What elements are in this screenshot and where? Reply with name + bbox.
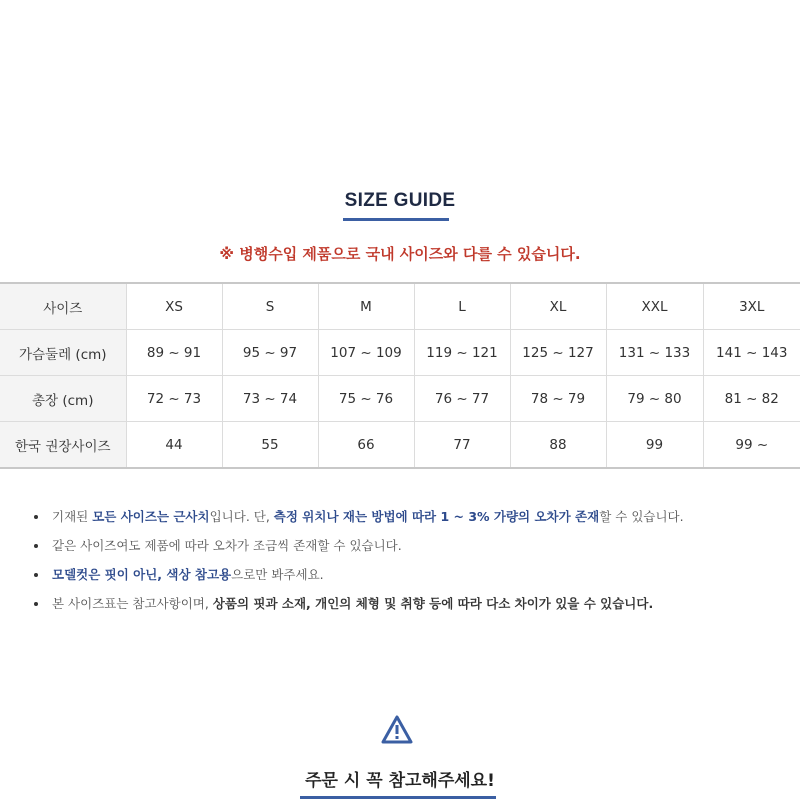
- table-cell: 99 ~: [703, 422, 800, 469]
- row-label-cell: 사이즈: [0, 283, 126, 330]
- table-cell: 73 ~ 74: [222, 376, 318, 422]
- table-cell: 88: [510, 422, 606, 469]
- table-cell: 55: [222, 422, 318, 469]
- table-cell: 95 ~ 97: [222, 330, 318, 376]
- note-text: 입니다. 단,: [209, 509, 274, 524]
- table-cell: 76 ~ 77: [414, 376, 510, 422]
- note-highlight: 모든 사이즈는 근사치: [92, 509, 210, 524]
- size-header-cell: XL: [510, 283, 606, 330]
- bullet-icon: [34, 544, 38, 548]
- table-row: [0, 422, 800, 469]
- note-text: 본 사이즈표는 참고사항이며,: [52, 596, 213, 611]
- bullet-icon: [34, 515, 38, 519]
- table-cell: 78 ~ 79: [510, 376, 606, 422]
- order-note-underline: [300, 796, 496, 799]
- size-header-cell: 3XL: [703, 283, 800, 330]
- size-table: [0, 282, 800, 469]
- row-label-cell: 가슴둘레 (cm): [0, 330, 126, 376]
- note-highlight: 모델컷은 핏이 아닌, 색상 참고용: [52, 567, 232, 582]
- table-cell: 44: [126, 422, 222, 469]
- row-label-cell: 총장 (cm): [0, 376, 126, 422]
- table-header-row: [0, 283, 800, 330]
- note-highlight: 측정 위치나 재는 방법에 따라 1 ~ 3% 가량의 오차가 존재: [273, 509, 600, 524]
- note-text: 으로만 봐주세요.: [231, 567, 324, 582]
- size-header-cell: L: [414, 283, 510, 330]
- note-item: [32, 505, 684, 534]
- table-cell: 72 ~ 73: [126, 376, 222, 422]
- table-cell: 119 ~ 121: [414, 330, 510, 376]
- note-text: 기재된: [52, 509, 93, 524]
- title-underline: [343, 218, 449, 221]
- size-header-cell: S: [222, 283, 318, 330]
- note-text: 할 수 있습니다.: [599, 509, 684, 524]
- note-highlight: 상품의 핏과 소재, 개인의 체형 및 취향 등에 따라 다소 차이가 있을 수 있습니다.: [212, 596, 654, 611]
- bullet-icon: [34, 573, 38, 577]
- size-header-cell: M: [318, 283, 414, 330]
- table-cell: 75 ~ 76: [318, 376, 414, 422]
- table-cell: 107 ~ 109: [318, 330, 414, 376]
- note-item: [32, 534, 684, 563]
- size-guide-title: SIZE GUIDE: [344, 190, 456, 211]
- notes-list: [32, 505, 684, 621]
- table-cell: 81 ~ 82: [703, 376, 800, 422]
- size-header-cell: XS: [126, 283, 222, 330]
- note-item: [32, 563, 684, 592]
- table-cell: 66: [318, 422, 414, 469]
- table-cell: 77: [414, 422, 510, 469]
- row-label-cell: 한국 권장사이즈: [0, 422, 126, 469]
- table-cell: 141 ~ 143: [703, 330, 800, 376]
- note-item: [32, 592, 684, 621]
- order-note: 주문 시 꼭 참고해주세요!: [305, 771, 495, 791]
- table-cell: 89 ~ 91: [126, 330, 222, 376]
- bullet-icon: [34, 602, 38, 606]
- table-cell: 131 ~ 133: [606, 330, 703, 376]
- table-cell: 99: [606, 422, 703, 469]
- size-header-cell: XXL: [606, 283, 703, 330]
- table-cell: 125 ~ 127: [510, 330, 606, 376]
- import-notice: ※ 병행수입 제품으로 국내 사이즈와 다를 수 있습니다.: [219, 245, 581, 263]
- table-row: [0, 376, 800, 422]
- warning-triangle-icon: [380, 714, 414, 746]
- table-row: [0, 330, 800, 376]
- table-cell: 79 ~ 80: [606, 376, 703, 422]
- note-text: 같은 사이즈여도 제품에 따라 오차가 조금씩 존재할 수 있습니다.: [52, 538, 402, 553]
